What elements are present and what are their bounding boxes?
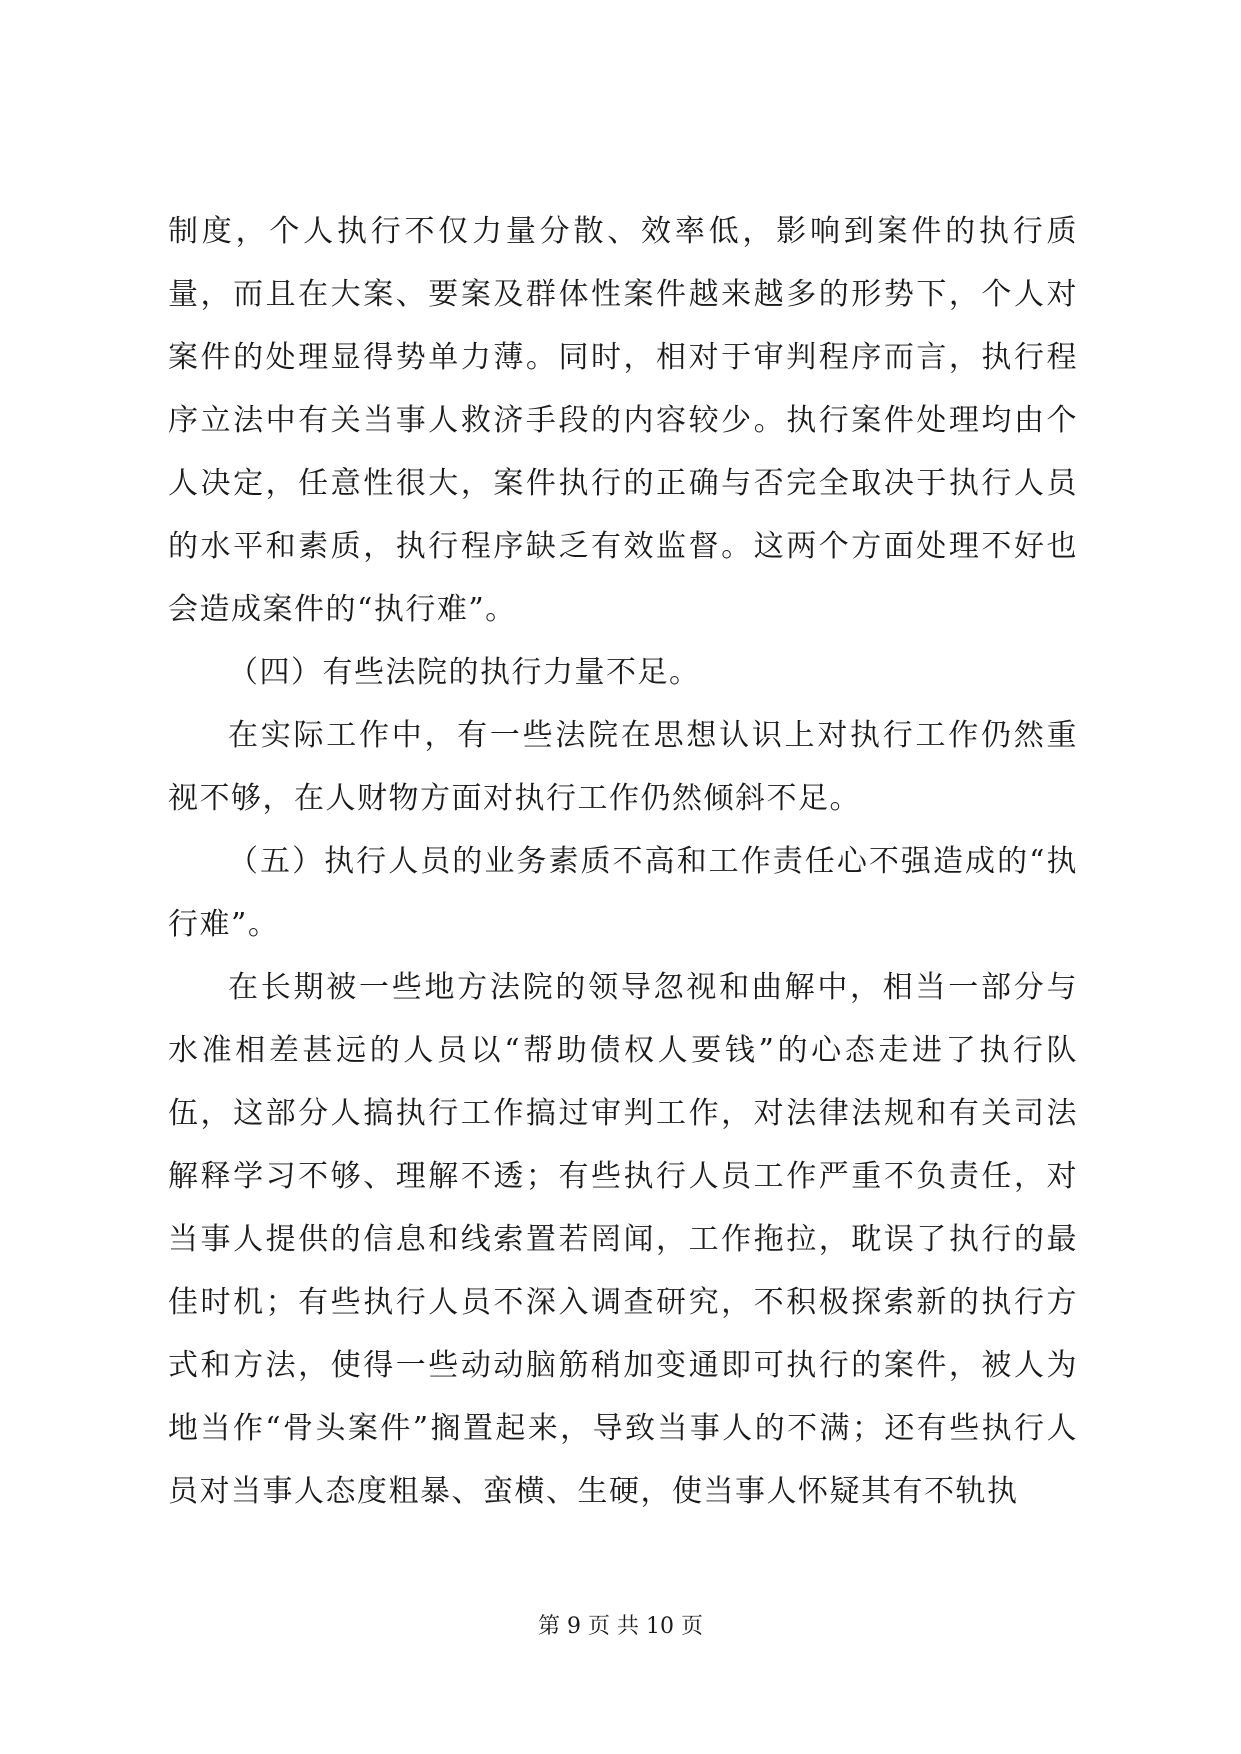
page-number-footer: 第 9 页 共 10 页	[538, 1614, 703, 1639]
document-body	[168, 200, 1078, 1523]
section-heading-five: （五）执行人员的业务素质不高和工作责任心不强造成的“执行难”。	[168, 844, 1078, 942]
section-heading-four: （四）有些法院的执行力量不足。	[228, 655, 701, 690]
paragraph: 在实际工作中，有一些法院在思想认识上对执行工作仍然重视不够，在人财物方面对执行工作仍然倾斜不足。	[168, 718, 1078, 816]
paragraph: 在长期被一些地方法院的领导忽视和曲解中，相当一部分与水准相差甚远的人员以“帮助债权人要钱”的心态走进了执行队伍，这部分人搞执行工作搞过审判工作，对法律法规和有关司法解释学习不够、理解不透；有些执行人员工作严重不负责任，对当事人提供的信息和线索置若罔闻，工作拖拉，耽误了执行的最佳时机；有些执行人员不深入调查研究，不积极探索新的执行方式和方法，使得一些动动脑筋稍加变通即可执行的案件，被人为地当作“骨头案件”搁置起来，导致当事人的不满；还有些执行人员对当事人态度粗暴、蛮横、生硬，使当事人怀疑其有不轨执	[168, 970, 1078, 1509]
paragraph-continuation: 制度，个人执行不仅力量分散、效率低，影响到案件的执行质量，而且在大案、要案及群体性案件越来越多的形势下，个人对案件的处理显得势单力薄。同时，相对于审判程序而言，执行程序立法中有关当事人救济手段的内容较少。执行案件处理均由个人决定，任意性很大，案件执行的正确与否完全取决于执行人员的水平和素质，执行程序缺乏有效监督。这两个方面处理不好也会造成案件的“执行难”。	[168, 214, 1078, 627]
